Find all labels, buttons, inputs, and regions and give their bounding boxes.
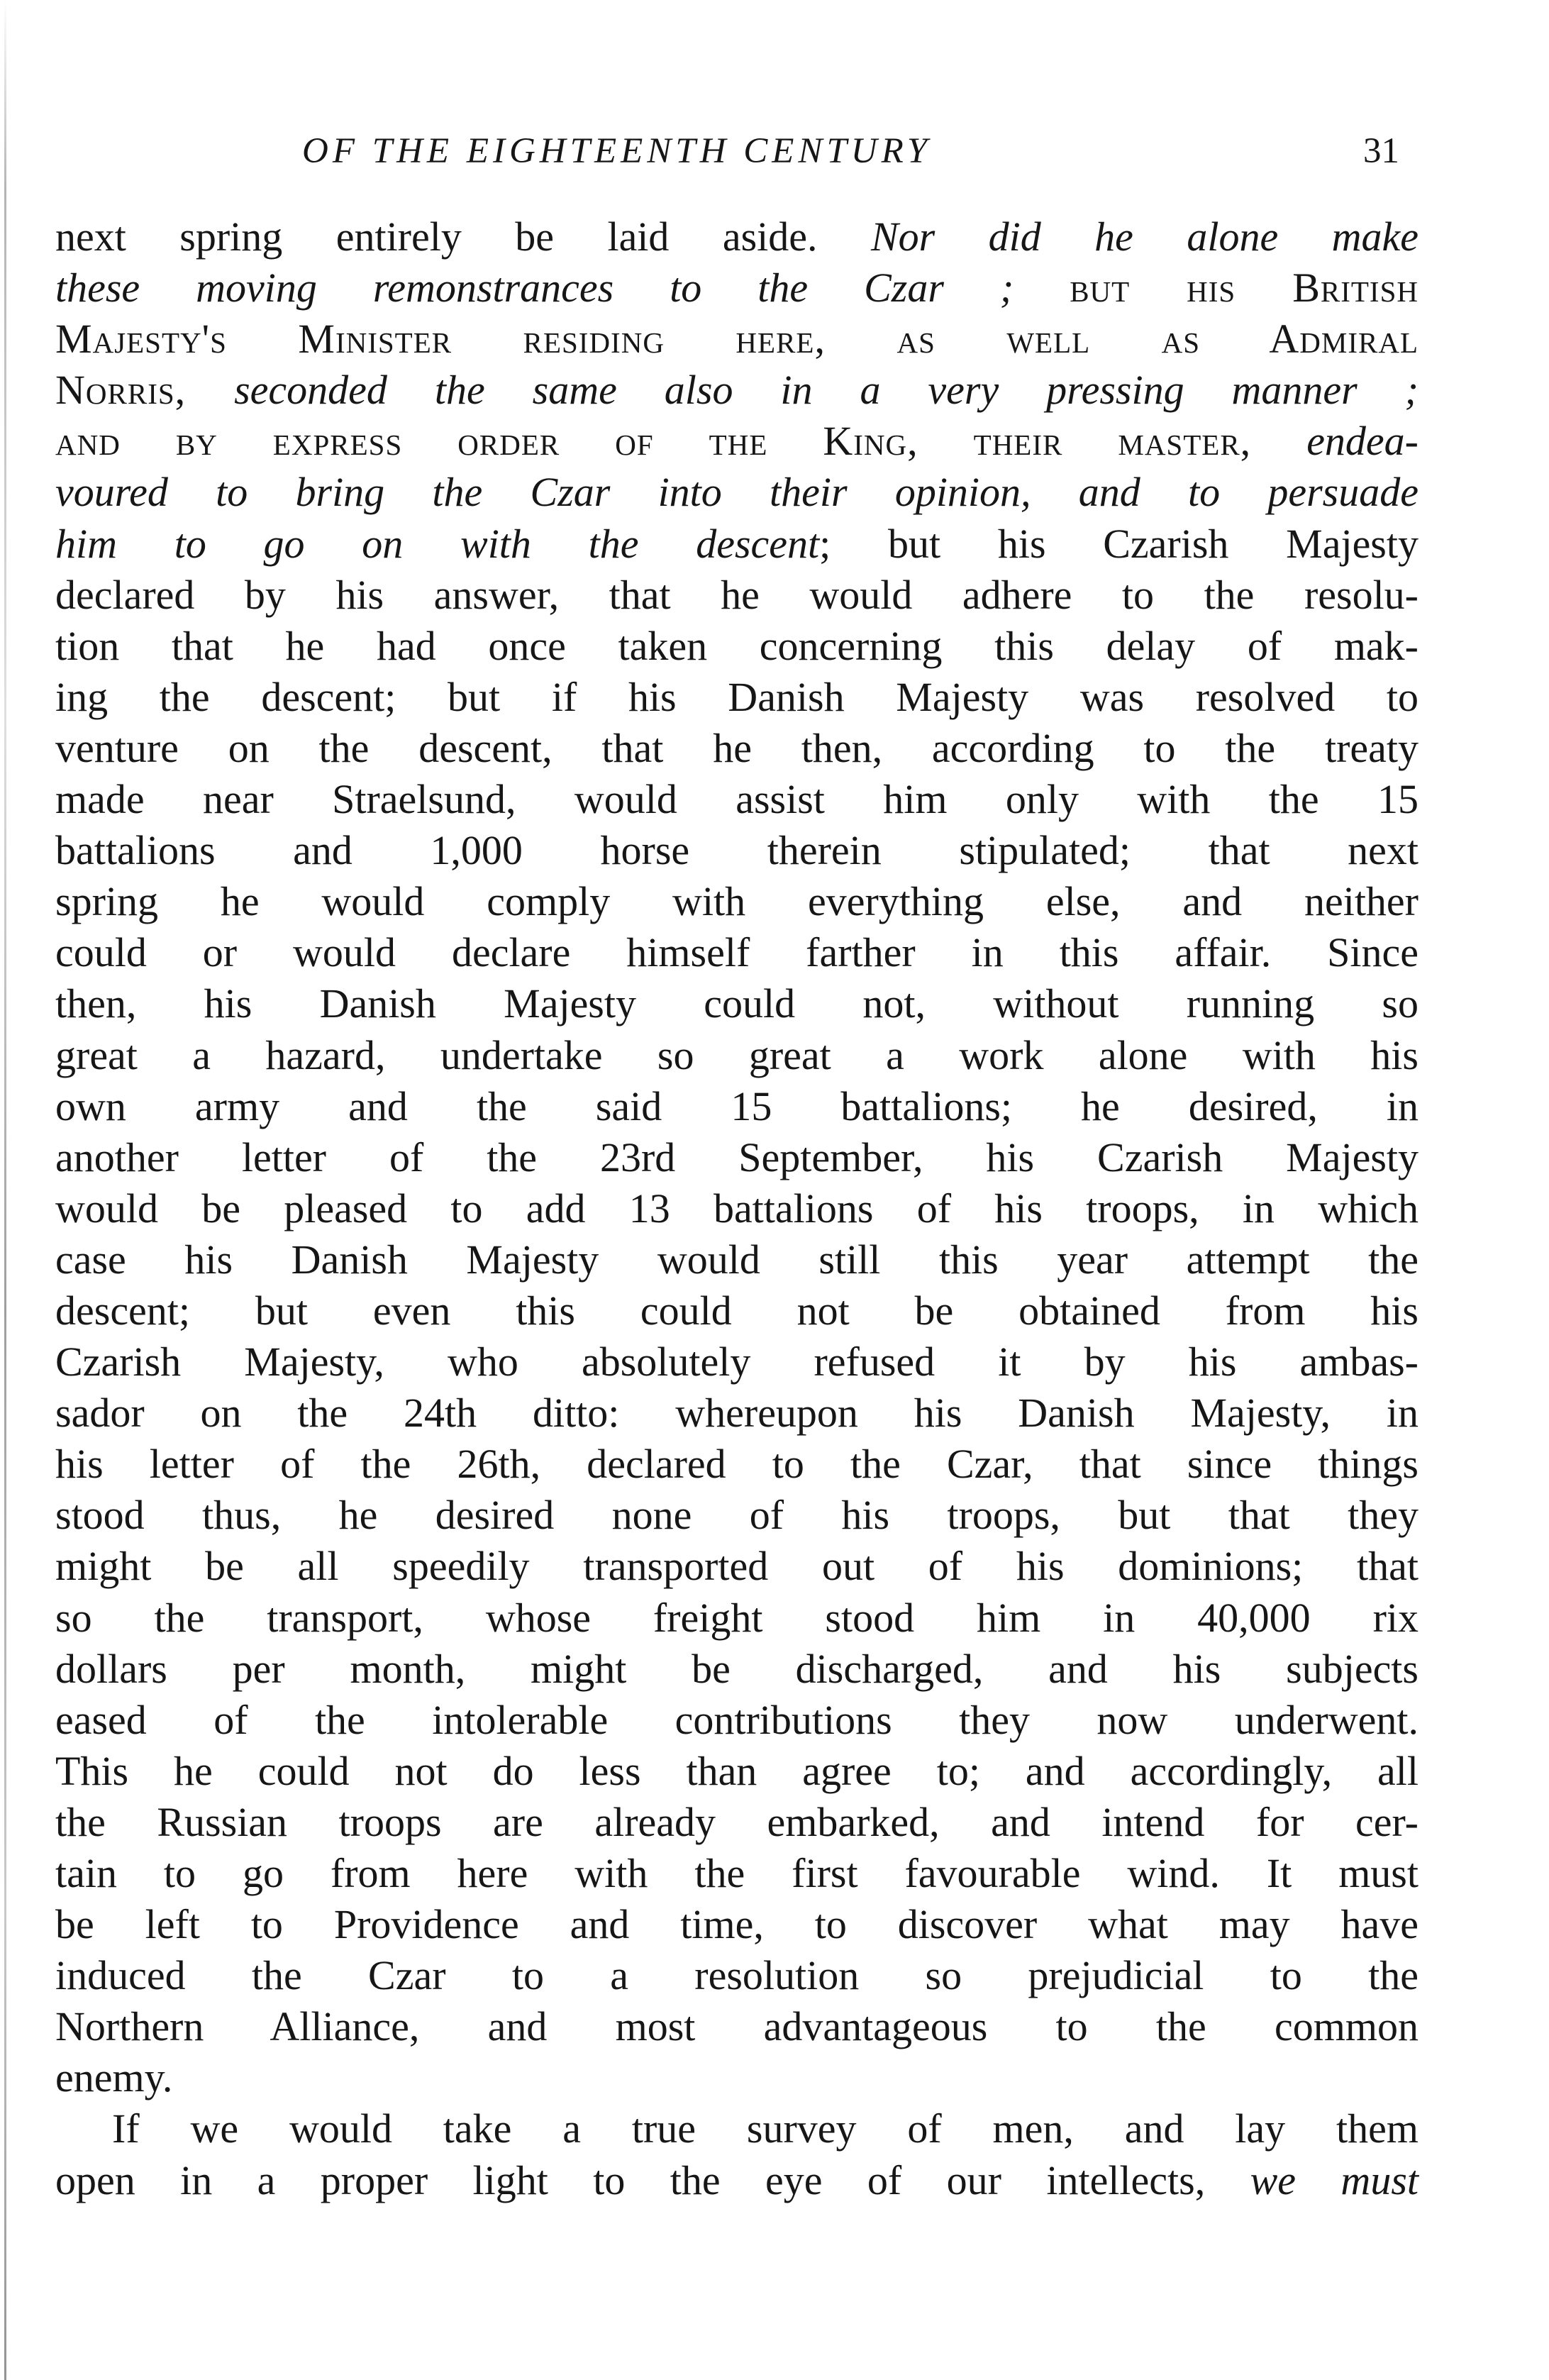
text-line (55, 2155, 1418, 2206)
text-segment: might be all speedily transported out of his dominions; that (55, 1543, 1418, 1590)
text-segment: open in a proper light to the eye of our intellects, (55, 2157, 1250, 2203)
text-segment: stood thus, he desired none of his troops, but that they (55, 1492, 1418, 1539)
text-line (55, 2052, 1418, 2103)
text-line (55, 467, 1418, 518)
text-segment: spring he would comply with everything else, and neither (55, 878, 1418, 925)
text-segment: sador on the 24th ditto: whereupon his Danish Majesty, in (55, 1390, 1418, 1437)
text-segment: tain to go from here with the first favourable wind. It must (55, 1850, 1418, 1896)
text-segment: induced the Czar to a resolution so prejudicial to the (55, 1952, 1418, 1999)
text-line (55, 1030, 1418, 1081)
text-line (55, 1490, 1418, 1541)
text-segment: Northern Alliance, and most advantageous to the common (55, 2003, 1418, 2050)
running-title: OF THE EIGHTEENTH CENTURY (302, 131, 932, 171)
text-line (55, 416, 1418, 467)
text-segment: If we would take a true survey of men, and lay them (112, 2105, 1418, 2152)
text-line (55, 2103, 1418, 2154)
text-line (55, 621, 1418, 672)
text-segment: we must (1250, 2157, 1419, 2203)
text-line (55, 211, 1418, 262)
text-line (55, 1593, 1418, 1644)
text-line (55, 876, 1418, 927)
text-line (55, 723, 1418, 774)
text-line (55, 927, 1418, 978)
text-line (55, 1285, 1418, 1336)
text-segment: Nor did he alone make (870, 214, 1419, 260)
text-segment: these moving remonstrances to the Czar ; (55, 265, 1070, 311)
text-line (55, 825, 1418, 876)
text-line (55, 1081, 1418, 1132)
text-segment: descent; but even this could not be obtained from his (55, 1287, 1418, 1334)
page-number: 31 (1363, 131, 1399, 171)
text-line (55, 1132, 1418, 1183)
text-segment: This he could not do less than agree to; and accordingly, all (55, 1747, 1418, 1794)
text-segment: enemy. (55, 2054, 173, 2101)
text-line (55, 1746, 1418, 1797)
text-line (55, 1541, 1418, 1592)
text-segment: him to go on with the descent (55, 520, 820, 567)
text-segment: so the transport, whose freight stood him in 40,000 rix (55, 1594, 1418, 1641)
text-line (55, 314, 1418, 365)
text-line (55, 1234, 1418, 1285)
text-line (55, 570, 1418, 621)
text-segment: endea- (1306, 418, 1418, 465)
text-line (55, 1336, 1418, 1388)
text-segment: and by express order of the King, their master, (55, 418, 1307, 465)
text-segment: could or would declare himself farther in this affair. Since (55, 929, 1418, 976)
text-segment: ing the descent; but if his Danish Majesty was resolved to (55, 673, 1418, 720)
text-segment: next spring entirely be laid aside. (55, 214, 871, 260)
text-segment: own army and the said 15 battalions; he desired, in (55, 1083, 1418, 1129)
text-line (55, 2001, 1418, 2052)
text-line (55, 262, 1418, 314)
text-segment: voured to bring the Czar into their opinion, and to persuade (55, 469, 1418, 516)
text-line (55, 1695, 1418, 1746)
text-segment: but his British (1070, 265, 1418, 311)
text-line (55, 672, 1418, 723)
text-segment: Norris, (55, 367, 235, 414)
text-line (55, 1899, 1418, 1950)
text-segment: great a hazard, undertake so great a work alone with his (55, 1031, 1418, 1078)
text-line (55, 1388, 1418, 1439)
text-line (55, 1848, 1418, 1899)
text-segment: dollars per month, might be discharged, and his subjects (55, 1645, 1418, 1692)
body-text (55, 211, 1418, 2206)
scan-edge-shadow (4, 0, 6, 2380)
text-segment: Czarish Majesty, who absolutely refused it by his ambas- (55, 1339, 1418, 1385)
text-segment: ; but his Czarish Majesty (819, 520, 1418, 567)
text-line (55, 1644, 1418, 1695)
text-line (55, 1183, 1418, 1234)
text-line (55, 774, 1418, 825)
text-segment: then, his Danish Majesty could not, without running so (55, 980, 1418, 1027)
text-line (55, 978, 1418, 1029)
text-segment: seconded the same also in a very pressing manner ; (234, 367, 1418, 414)
text-segment: battalions and 1,000 horse therein stipulated; that next (55, 827, 1418, 874)
text-segment: declared by his answer, that he would adhere to the resolu- (55, 571, 1418, 618)
text-segment: tion that he had once taken concerning this delay of mak- (55, 622, 1418, 669)
text-line (55, 1797, 1418, 1848)
text-segment: would be pleased to add 13 battalions of his troops, in which (55, 1185, 1418, 1231)
text-line (55, 1950, 1418, 2001)
text-line (55, 1439, 1418, 1490)
text-segment: made near Straelsund, would assist him only with the 15 (55, 776, 1418, 823)
text-segment: venture on the descent, that he then, according to the treaty (55, 724, 1418, 771)
text-segment: the Russian troops are already embarked, and intend for cer- (55, 1798, 1418, 1845)
text-segment: be left to Providence and time, to discover what may have (55, 1901, 1418, 1948)
text-segment: case his Danish Majesty would still this year attempt the (55, 1236, 1418, 1283)
text-segment: another letter of the 23rd September, his Czarish Majesty (55, 1134, 1418, 1180)
text-line (55, 519, 1418, 570)
text-line (55, 365, 1418, 416)
text-segment: Majesty's Minister residing here, as well as Admiral (55, 316, 1418, 362)
running-head (0, 130, 1549, 172)
text-segment: eased of the intolerable contributions they now underwent. (55, 1696, 1418, 1743)
text-segment: his letter of the 26th, declared to the Czar, that since things (55, 1441, 1418, 1488)
